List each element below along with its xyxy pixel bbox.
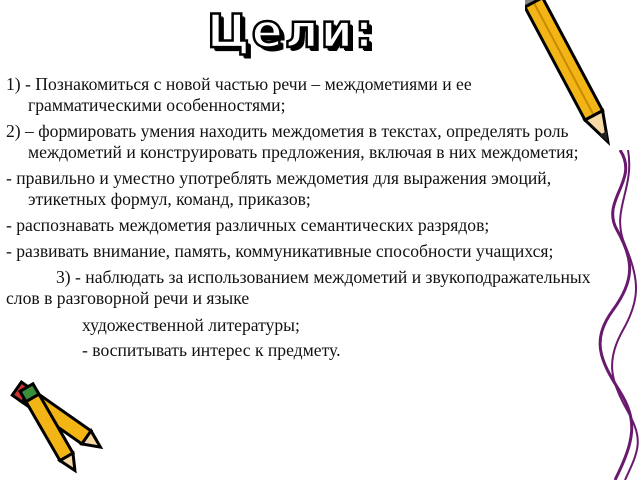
goal-item: 2) – формировать умения находить междометия в текстах, определять роль междометий и конструировать предложения, включая в них междометия; xyxy=(6,121,579,162)
goal-item: 1) - Познакомиться с новой частью речи – междометиями и ее грамматическими особенностями; xyxy=(6,74,472,115)
goal-item: - правильно и уместно употреблять междометия для выражения эмоций, этикетных формул, команд, приказов; xyxy=(6,168,552,209)
pencils-icon xyxy=(0,380,110,480)
title-text: Цели: xyxy=(207,4,376,58)
goal-item: художественной литературы; xyxy=(82,315,300,335)
slide-title xyxy=(207,0,407,68)
goal-item: - распознавать междометия различных семантических разрядов; xyxy=(6,215,490,235)
goal-item: - воспитывать интерес к предмету. xyxy=(82,340,341,360)
goal-item: - развивать внимание, память, коммуникативные способности учащихся; xyxy=(6,241,554,261)
goals-list xyxy=(6,74,606,366)
goal-item: 3) - наблюдать за использованием междометий и звукоподражательных слов в разговорной речи и языке xyxy=(6,267,591,308)
